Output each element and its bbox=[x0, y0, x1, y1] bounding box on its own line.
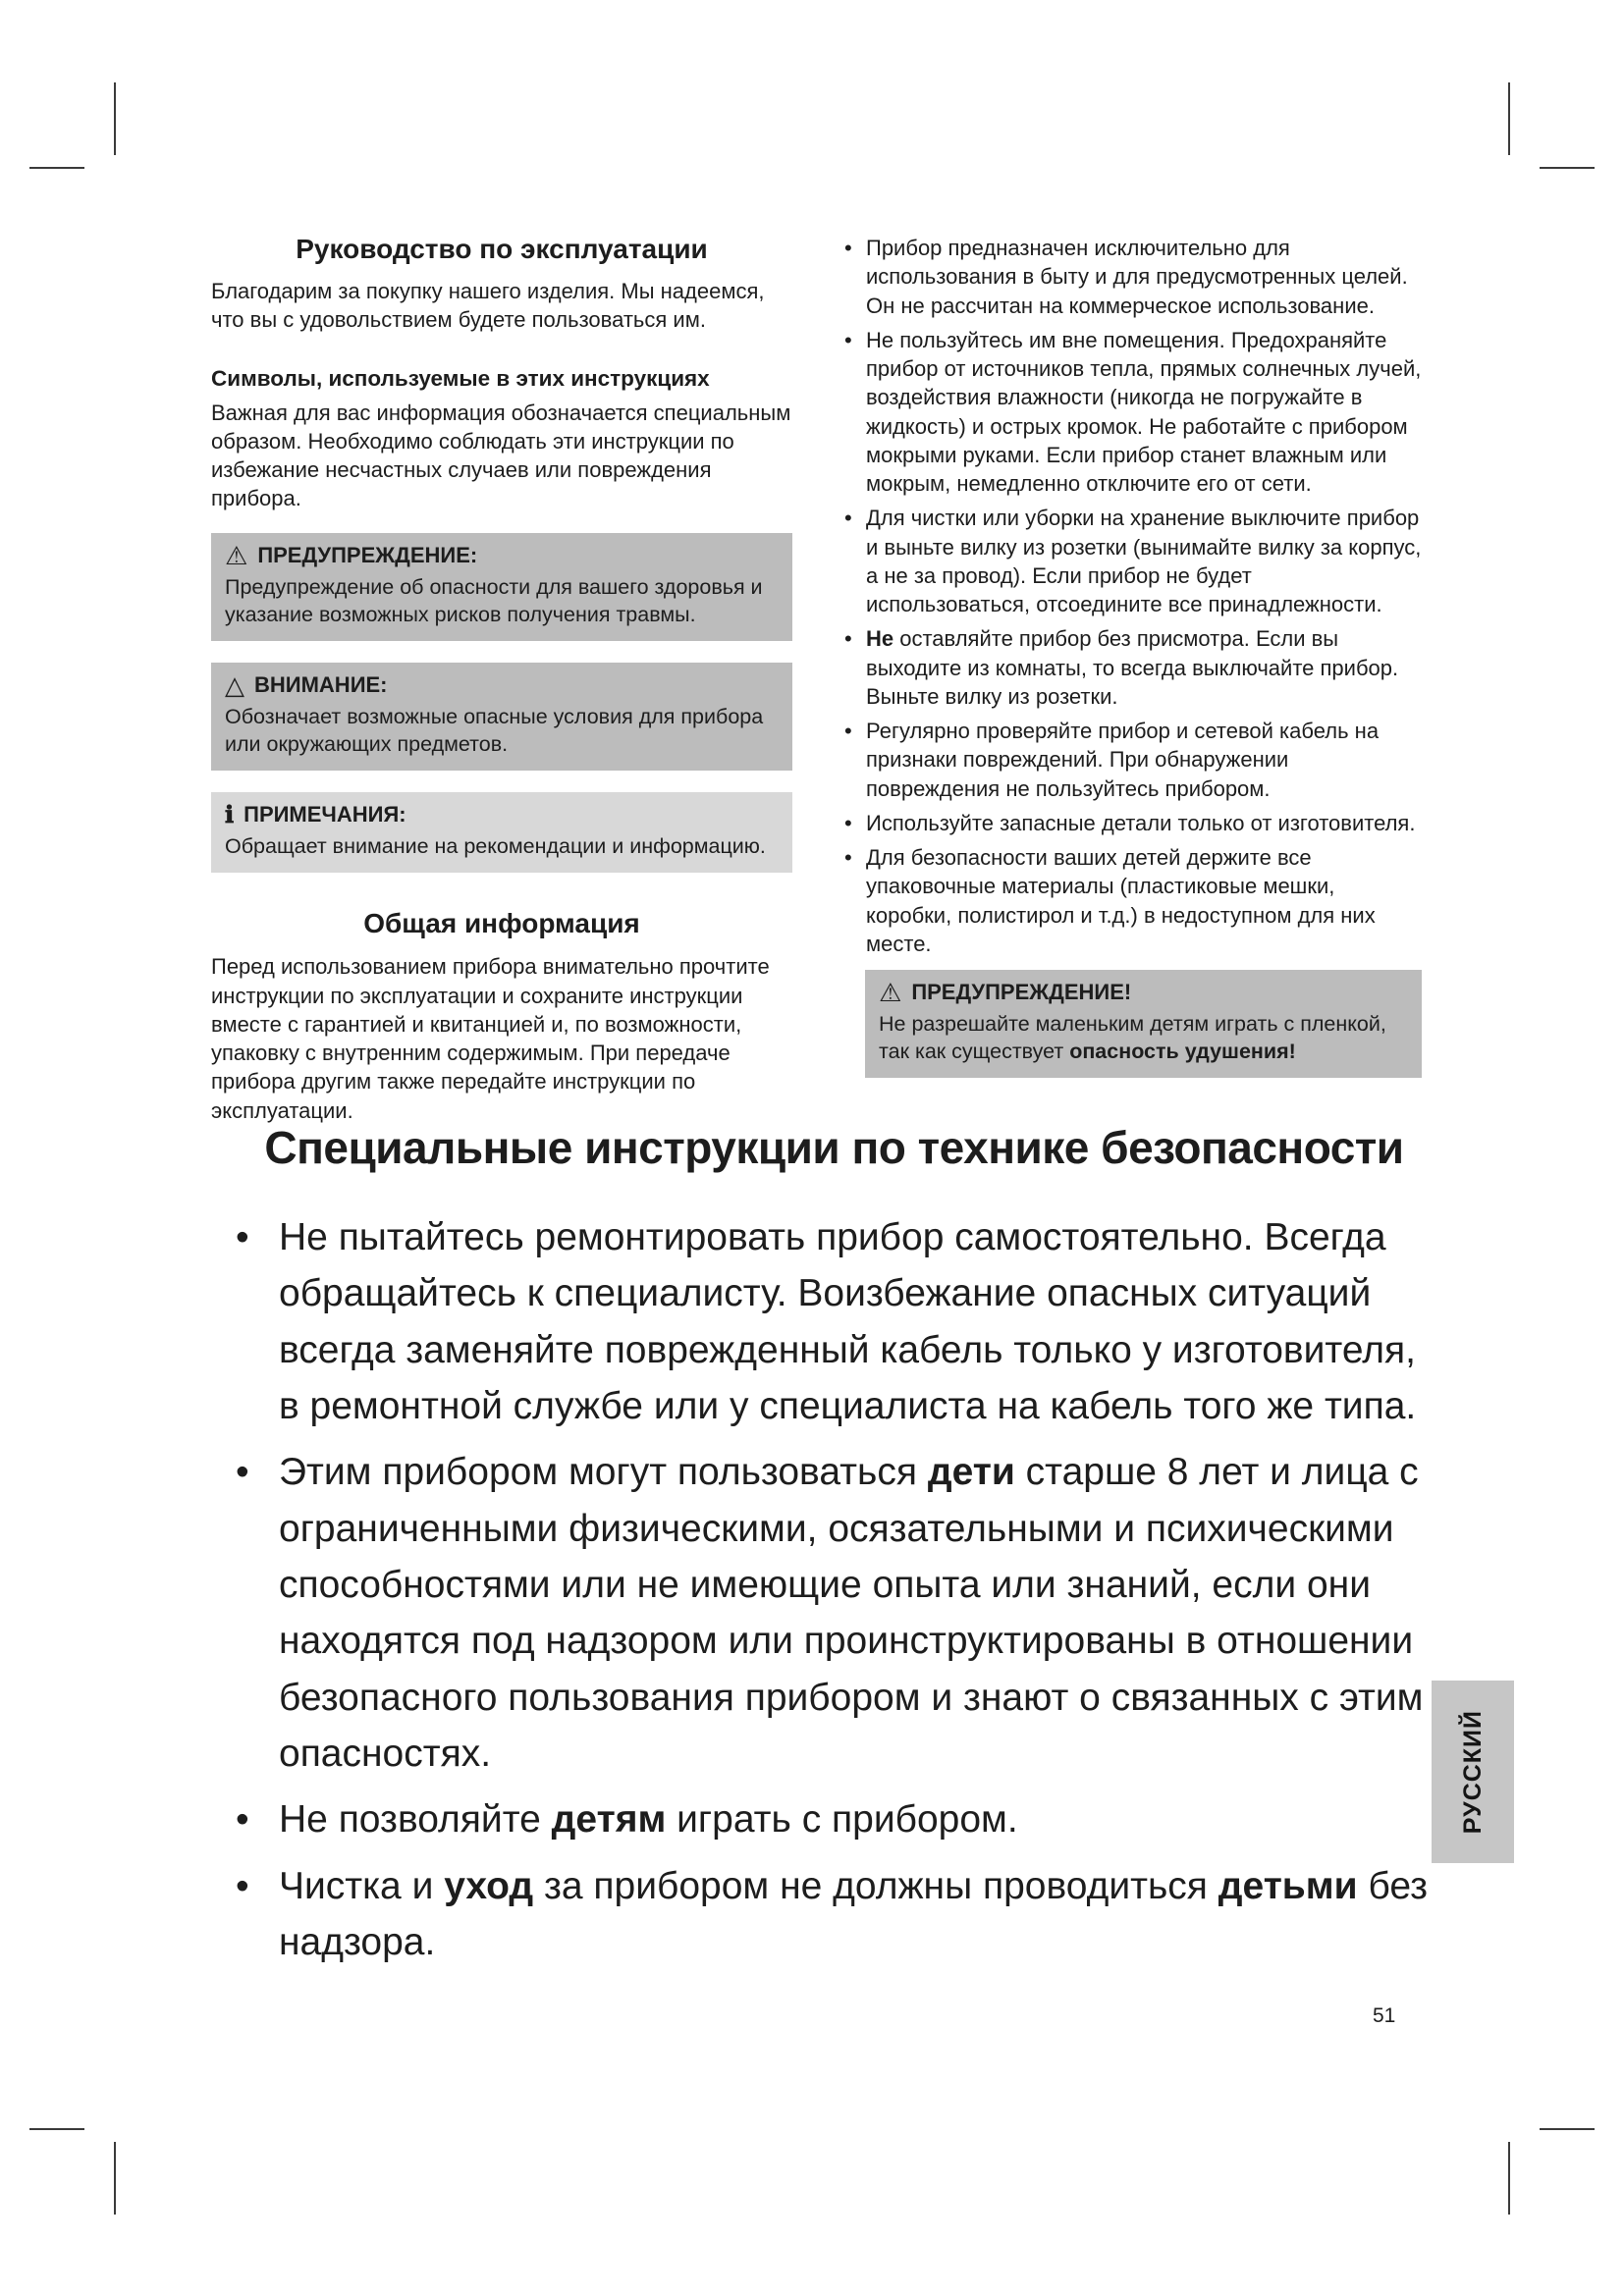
crop-mark-bottom-left-horizontal bbox=[29, 2128, 84, 2130]
triangle-icon: △ bbox=[225, 669, 244, 700]
crop-mark-top-left-horizontal bbox=[29, 167, 84, 169]
crop-mark-bottom-left-vertical bbox=[114, 2142, 116, 2215]
left-column bbox=[211, 234, 792, 1125]
general-safety-list bbox=[839, 234, 1422, 958]
warning-box-title-row bbox=[225, 540, 779, 570]
note-box-title-row bbox=[225, 802, 779, 828]
intro-paragraph: Благодарим за покупку нашего изделия. Мы надеемся, что вы с удовольствием будете пользоваться им. bbox=[211, 279, 765, 333]
page-title: Руководство по эксплуатации bbox=[296, 234, 708, 264]
info-icon: ℹ bbox=[225, 800, 235, 829]
language-tab-russian bbox=[1432, 1681, 1514, 1863]
caution-box-text: Обозначает возможные опасные условия для прибора или окружающих предметов. bbox=[225, 704, 764, 756]
list-item: • Не пытайтесь ремонтировать прибор самостоятельно. Всегда обращайтесь к специалисту. Воизбежание опасных ситуаций всегда заменяйте поврежденный кабель только у изготовителя, в ремонтной службе или у специалиста на кабель того же типа. bbox=[228, 1209, 1440, 1434]
list-item: • Не позволяйте детям играть с прибором. bbox=[228, 1791, 1440, 1847]
warning-triangle-icon: ⚠ bbox=[879, 978, 902, 1007]
special-instructions-list bbox=[228, 1209, 1440, 1970]
warning-box bbox=[211, 533, 792, 641]
symbols-paragraph: Важная для вас информация обозначается специальным образом. Необходимо соблюдать эти инструкции по избежание несчастных случаев или повреждения прибора. bbox=[211, 400, 791, 511]
warning-box-text: Предупреждение об опасности для вашего здоровья и указание возможных рисков получения травмы. bbox=[225, 574, 763, 626]
symbols-heading: Символы, используемые в этих инструкциях bbox=[211, 365, 710, 391]
list-item: • Не оставляйте прибор без присмотра. Если вы выходите из комнаты, то всегда выключайте прибор. Выньте вилку из розетки. bbox=[839, 624, 1422, 711]
special-instructions-section bbox=[228, 1121, 1440, 1980]
general-info-heading: Общая информация bbox=[363, 908, 640, 939]
right-column bbox=[839, 234, 1422, 1125]
list-item: • Чистка и уход за прибором не должны проводиться детьми без надзора. bbox=[228, 1858, 1440, 1971]
suffocation-warning-box bbox=[865, 970, 1422, 1078]
general-info-paragraph: Перед использованием прибора внимательно прочтите инструкции по эксплуатации и сохраните инструкции вместе с гарантией и квитанцией и, по возможности, упаковку с внутренним содержимым. При передаче прибора другим также передайте инструкции по эксплуатации. bbox=[211, 954, 770, 1123]
warning-box-title: ПРЕДУПРЕЖДЕНИЕ: bbox=[257, 542, 478, 567]
list-item: • Регулярно проверяйте прибор и сетевой кабель на признаки повреждений. При обнаружении повреждения не пользуйтесь прибором. bbox=[839, 717, 1422, 803]
special-instructions-title: Специальные инструкции по технике безопасности bbox=[264, 1122, 1404, 1173]
list-item: • Для безопасности ваших детей держите все упаковочные материалы (пластиковые мешки, коробки, полистирол и т.д.) в недоступном для них месте. bbox=[839, 843, 1422, 958]
caution-box bbox=[211, 663, 792, 771]
suffocation-warning-text: Не разрешайте маленьким детям играть с пленкой, так как существует опасность удушения! bbox=[879, 1012, 1386, 1064]
warning-triangle-icon: ⚠ bbox=[225, 540, 248, 570]
two-column-area bbox=[211, 234, 1422, 1125]
page-number: 51 bbox=[1373, 2004, 1396, 2027]
language-tab-label: РУССКИЙ bbox=[1458, 1709, 1487, 1835]
crop-mark-bottom-right-vertical bbox=[1508, 2142, 1510, 2215]
crop-mark-bottom-right-horizontal bbox=[1540, 2128, 1595, 2130]
crop-mark-top-left-vertical bbox=[114, 82, 116, 155]
note-box-text: Обращает внимание на рекомендации и информацию. bbox=[225, 834, 766, 859]
crop-mark-top-right-horizontal bbox=[1540, 167, 1595, 169]
note-box bbox=[211, 792, 792, 873]
list-item: • Не пользуйтесь им вне помещения. Предохраняйте прибор от источников тепла, прямых солнечных лучей, воздействия влажности (никогда не погружайте в жидкость) и острых кромок. Не работайте с прибором мокрыми руками. Если прибор станет влажным или мокрым, немедленно отключите его от сети. bbox=[839, 326, 1422, 499]
suffocation-warning-title: ПРЕДУПРЕЖДЕНИЕ! bbox=[911, 980, 1132, 1004]
list-item: • Этим прибором могут пользоваться дети старше 8 лет и лица с ограниченными физическими, осязательными и психическими способностями или не имеющие опыта или знаний, если они находятся под надзором или проинструктированы в отношении безопасного пользования прибором и знают о связанных с этим опасностях. bbox=[228, 1444, 1440, 1782]
caution-box-title-row bbox=[225, 669, 779, 700]
list-item: • Прибор предназначен исключительно для использования в быту и для предусмотренных целей. Он не рассчитан на коммерческое использование. bbox=[839, 234, 1422, 320]
list-item: • Используйте запасные детали только от изготовителя. bbox=[839, 809, 1422, 837]
caution-box-title: ВНИМАНИЕ: bbox=[254, 671, 388, 697]
note-box-title: ПРИМЕЧАНИЯ: bbox=[244, 802, 406, 828]
crop-mark-top-right-vertical bbox=[1508, 82, 1510, 155]
list-item: • Для чистки или уборки на хранение выключите прибор и выньте вилку из розетки (вынимайте вилку за корпус, а не за провод). Если прибор не будет использоваться, отсоедините все принадлежности. bbox=[839, 504, 1422, 618]
suffocation-warning-title-row bbox=[879, 980, 1408, 1005]
